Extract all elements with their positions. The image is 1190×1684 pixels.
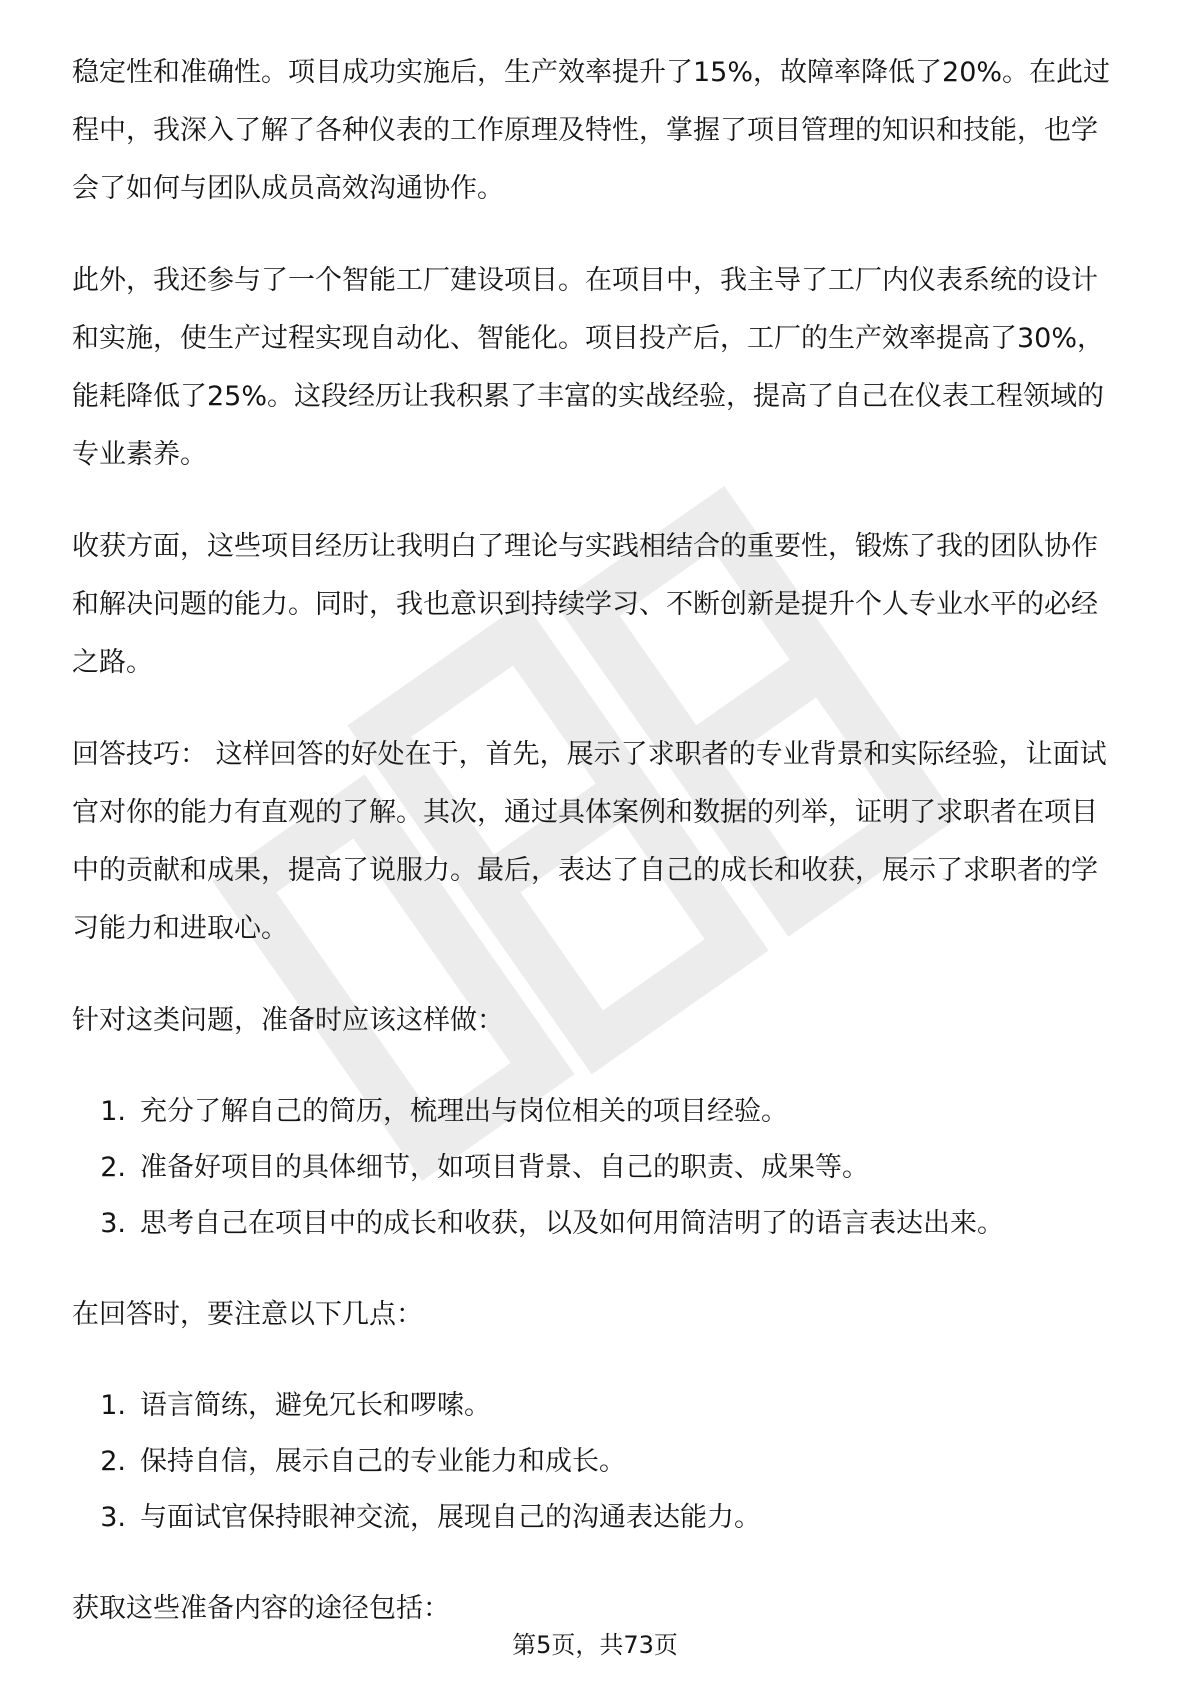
list-item — [72, 1140, 1120, 1196]
list-number: 1. — [100, 1390, 126, 1421]
paragraph-project-results: 稳定性和准确性。项目成功实施后，生产效率提升了15%，故障率降低了20%。在此过程中，我深入了解了各种仪表的工作原理及特性，掌握了项目管理的知识和技能，也学会了如何与团队成员高效沟通协作。 — [72, 57, 1111, 204]
prep-list — [72, 1084, 1120, 1252]
page-number-footer: 第5页，共73页 — [512, 1631, 678, 1659]
list-number: 2. — [100, 1446, 126, 1477]
attention-list — [72, 1378, 1120, 1546]
list-item — [72, 1490, 1120, 1546]
paragraph-attention-heading: 在回答时，要注意以下几点： — [72, 1299, 423, 1330]
paragraph-prep-heading: 针对这类问题，准备时应该这样做： — [72, 1005, 504, 1036]
list-number: 3. — [100, 1208, 126, 1239]
list-item-text: 准备好项目的具体细节，如项目背景、自己的职责、成果等。 — [140, 1152, 869, 1183]
list-item-text: 充分了解自己的简历，梳理出与岗位相关的项目经验。 — [140, 1096, 788, 1127]
list-number: 2. — [100, 1152, 126, 1183]
list-number: 3. — [100, 1502, 126, 1533]
list-item — [72, 1196, 1120, 1252]
paragraph-smart-factory: 此外，我还参与了一个智能工厂建设项目。在项目中，我主导了工厂内仪表系统的设计和实施，使生产过程实现自动化、智能化。项目投产后，工厂的生产效率提高了30%，能耗降低了25%。这段经历让我积累了丰富的实战经验，提高了自己在仪表工程领域的专业素养。 — [72, 265, 1105, 470]
list-item-text: 思考自己在项目中的成长和收获，以及如何用简洁明了的语言表达出来。 — [140, 1208, 1004, 1239]
paragraph-gains: 收获方面，这些项目经历让我明白了理论与实践相结合的重要性，锻炼了我的团队协作和解决问题的能力。同时，我也意识到持续学习、不断创新是提升个人专业水平的必经之路。 — [72, 531, 1098, 678]
list-item-text: 保持自信，展示自己的专业能力和成长。 — [140, 1446, 626, 1477]
list-number: 1. — [100, 1096, 126, 1127]
list-item-text: 与面试官保持眼神交流，展现自己的沟通表达能力。 — [140, 1502, 761, 1533]
list-item — [72, 1084, 1120, 1140]
list-item — [72, 1378, 1120, 1434]
paragraph-answer-tips: 回答技巧： 这样回答的好处在于，首先，展示了求职者的专业背景和实际经验，让面试官对你的能力有直观的了解。其次，通过具体案例和数据的列举，证明了求职者在项目中的贡献和成果，提高了说服力。最后，表达了自己的成长和收获，展示了求职者的学习能力和进取心。 — [72, 739, 1107, 944]
document-body — [72, 44, 1120, 1672]
list-item — [72, 1434, 1120, 1490]
paragraph-sources-heading: 获取这些准备内容的途径包括： — [72, 1593, 450, 1624]
list-item-text: 语言简练，避免冗长和啰嗦。 — [140, 1390, 491, 1421]
